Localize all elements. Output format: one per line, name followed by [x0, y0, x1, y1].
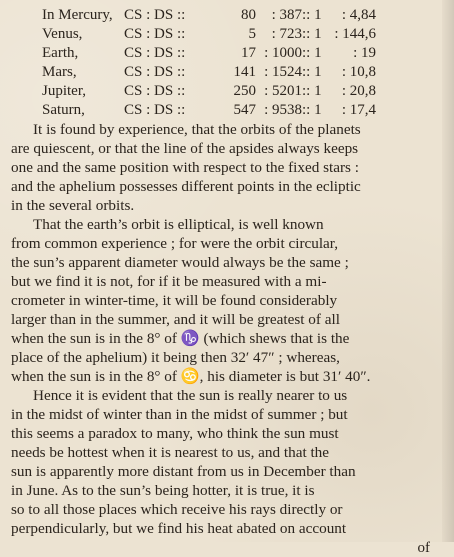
ratio-value: [318, 101, 376, 120]
text-line: place of the aphelium) it being then 32′ 47″ ; whereas,: [11, 349, 340, 366]
orbit-eccentricity-table: [42, 6, 380, 120]
table-row: [42, 44, 380, 63]
ratio-value: [318, 82, 376, 101]
first-number: 250: [233, 83, 256, 99]
text-line: one and the same position with respect to the fixed stars :: [11, 159, 359, 176]
page-edge: [442, 0, 454, 542]
text-line: Hence it is evident that the sun is really nearer to us: [33, 387, 348, 404]
first-number: 141: [233, 64, 256, 80]
second-value: 5201: [272, 83, 302, 99]
ratio-mark: ::: [302, 83, 311, 99]
text-line: It is found by experience, that the orbits of the planets: [33, 121, 361, 138]
colon-mark: :: [341, 64, 346, 80]
second-value: 723: [279, 26, 302, 42]
ratio-one: [302, 25, 322, 44]
ratio-number: 144,6: [342, 26, 376, 42]
relation-text: CS : DS ::: [124, 83, 186, 99]
planet-name: In Mercury,: [42, 7, 113, 23]
ratio-number: 4,84: [349, 7, 376, 23]
text-line: That the earth’s orbit is elliptical, is well known: [33, 216, 324, 233]
table-row: [42, 82, 380, 101]
text-line: are quiescent, or that the line of the apsides always keeps: [11, 140, 359, 157]
separator: :: [264, 102, 269, 118]
second-value: 9538: [272, 102, 302, 118]
ratio-value: [318, 25, 376, 44]
colon-mark: :: [353, 45, 358, 61]
ratio-mark: ::: [302, 64, 311, 80]
table-row: [42, 25, 380, 44]
relation-text: CS : DS ::: [124, 26, 186, 42]
separator: :: [264, 45, 269, 61]
second-number: [256, 25, 302, 44]
ratio-one: [302, 63, 322, 82]
separator: :: [271, 7, 276, 23]
ratio-unit: 1: [314, 102, 322, 118]
ratio-one: [302, 6, 322, 25]
ratio-unit: 1: [314, 7, 322, 23]
second-number: [256, 63, 302, 82]
ratio-unit: 1: [314, 64, 322, 80]
relation-text: CS : DS ::: [124, 102, 186, 118]
table-row: [42, 63, 380, 82]
first-number: 17: [241, 45, 256, 61]
text-line: from common experience ; for were the orbit circular,: [11, 235, 339, 252]
relation-text: CS : DS ::: [124, 7, 186, 23]
second-number: [256, 82, 302, 101]
planet-name: Saturn,: [42, 102, 85, 118]
first-number: 5: [248, 26, 256, 42]
ratio-number: 10,8: [349, 64, 376, 80]
text-line: when the sun is in the 8° of ♑ (which shews that is the: [11, 330, 350, 347]
table-row: [42, 101, 380, 120]
separator: :: [264, 64, 269, 80]
colon-mark: :: [341, 83, 346, 99]
first-number: 547: [233, 102, 256, 118]
ratio-mark: ::: [302, 45, 311, 61]
relation-text: CS : DS ::: [124, 64, 186, 80]
text-line: perpendicularly, but we find his heat abated on account: [11, 520, 347, 537]
ratio-number: 17,4: [349, 102, 376, 118]
text-line: crometer in winter-time, it will be found considerably: [11, 292, 338, 309]
ratio-number: 20,8: [349, 83, 376, 99]
planet-name: Mars,: [42, 64, 77, 80]
text-line: in the several orbits.: [11, 197, 135, 214]
ratio-value: [318, 44, 376, 63]
text-line: needs be hottest when it is nearest to us, and that the: [11, 444, 330, 461]
ratio-one: [302, 101, 322, 120]
ratio-mark: ::: [302, 7, 311, 23]
text-line: the sun’s apparent diameter would always be the same ;: [11, 254, 349, 271]
text-line: but we find it is not, for if it be measured with a mi-: [11, 273, 327, 290]
ratio-number: 19: [361, 45, 376, 61]
second-number: [256, 44, 302, 63]
ratio-one: [302, 44, 322, 63]
colon-mark: :: [341, 102, 346, 118]
table-row: [42, 6, 380, 25]
colon-mark: :: [334, 26, 339, 42]
earth-orbit-paragraph: [11, 215, 441, 386]
second-number: [256, 101, 302, 120]
text-line: larger than in the summer, and it will be greatest of all: [11, 311, 340, 328]
ratio-mark: ::: [302, 26, 311, 42]
text-line: sun is apparently more distant from us in December than: [11, 463, 356, 480]
ratio-unit: 1: [314, 45, 322, 61]
ratio-unit: 1: [314, 26, 322, 42]
ratio-one: [302, 82, 322, 101]
first-number: 80: [241, 7, 256, 23]
text-line: when the sun is in the 8° of ♋, his diameter is but 31′ 40″.: [11, 368, 371, 385]
planet-name: Earth,: [42, 45, 79, 61]
colon-mark: :: [341, 7, 346, 23]
planet-name: Jupiter,: [42, 83, 86, 99]
catchword: of: [417, 540, 430, 556]
text-line: so to all those places which receive his rays directly or: [11, 501, 343, 518]
second-value: 387: [279, 7, 302, 23]
second-value: 1000: [272, 45, 302, 61]
sun-distance-paragraph: [11, 386, 441, 538]
second-value: 1524: [272, 64, 302, 80]
text-line: and the aphelium possesses different points in the ecliptic: [11, 178, 361, 195]
relation-text: CS : DS ::: [124, 45, 186, 61]
ratio-value: [318, 63, 376, 82]
text-line: in the midst of winter than in the midst of summer ; but: [11, 406, 348, 423]
ratio-unit: 1: [314, 83, 322, 99]
text-line: this seems a paradox to many, who think the sun must: [11, 425, 339, 442]
ratio-mark: ::: [302, 102, 311, 118]
separator: :: [264, 83, 269, 99]
planet-name: Venus,: [42, 26, 83, 42]
separator: :: [271, 26, 276, 42]
ratio-value: [318, 6, 376, 25]
aphelion-paragraph: [11, 120, 441, 215]
second-number: [256, 6, 302, 25]
text-line: in June. As to the sun’s being hotter, it is true, it is: [11, 482, 315, 499]
